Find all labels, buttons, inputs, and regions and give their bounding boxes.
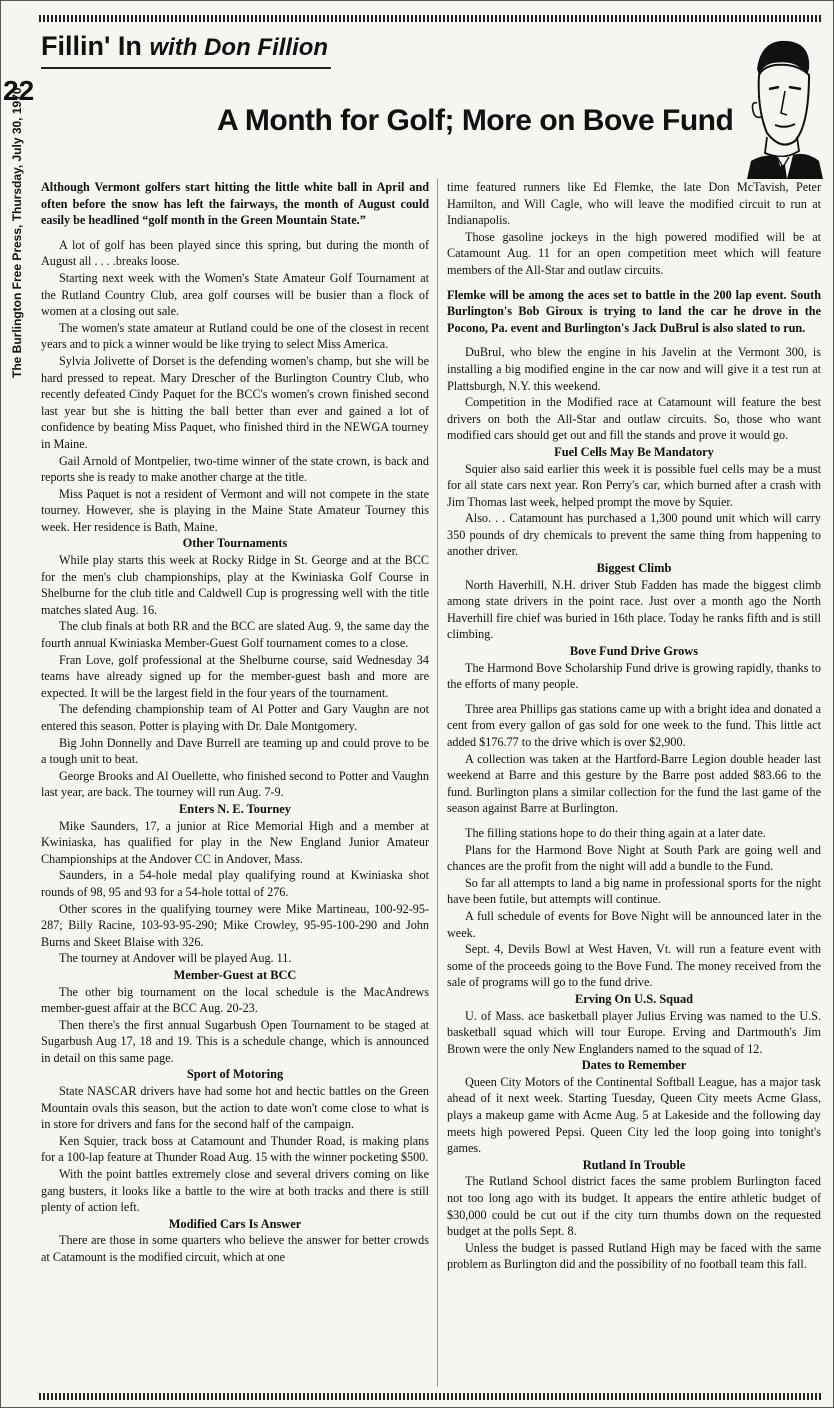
paragraph: State NASCAR drivers have had some hot and hectic battles on the Green Mountain ovals this season, but the action to date won't come close to what is in store for drivers and fans for the second half of the campaign. [41,1084,429,1132]
page-number: 22 [3,75,35,106]
columnist-portrait [727,29,823,179]
section-heading: Member-Guest at BCC [173,967,297,982]
paragraph: Also. . . Catamount has purchased a 1,300 pound unit which will carry 350 pounds of dry chemicals to prevent the same thing from happening to another driver. [447,511,821,559]
paragraph: U. of Mass. ace basketball player Julius Erving was named to the U.S. basketball squad which will tour Europe. Erving and Dartmouth's Jim Brown were the only New Englanders named to the squad of 12. [447,1008,821,1056]
section-heading: Bove Fund Drive Grows [569,644,699,659]
paragraph: Those gasoline jockeys in the high powered modified will be at Catamount Aug. 11 for an open competition meet which will feature members of the All-Star and outlaw circuits. [447,229,821,277]
column-name: Fillin' In [41,31,142,61]
section-heading: Sport of Motoring [186,1067,284,1082]
paragraph: Mike Saunders, 17, a junior at Rice Memorial High and a member at Kwiniaska, has qualified for play in the New England Junior Amateur Championships at the Andover CC in Andover, Mass. [41,818,429,866]
paragraph: Squier also said earlier this week it is possible fuel cells may be a must for all state cars next year. Ron Perry's car, which burned after a crash with Jim Thomas last week, helped prompt the move by Squier. [447,461,821,509]
paragraph: The club finals at both RR and the BCC are slated Aug. 9, the same day the fourth annual Kwiniaska Member-Guest Golf tournament comes to a close. [41,619,429,651]
section-heading: Dates to Remember [581,1058,687,1073]
column-byline: with Don Fillion [149,34,329,61]
paragraph: A full schedule of events for Bove Night will be announced later in the week. [447,908,821,940]
section-heading: Rutland In Trouble [582,1157,686,1172]
paragraph: Unless the budget is passed Rutland High may be faced with the same problem as Burlington did and the possibility of no football team this fall. [447,1240,821,1272]
paragraph: Miss Paquet is not a resident of Vermont and will not compete in the state tourney. However, she is playing in the Maine State Amateur Tourney this week. Her residence is Bath, Maine. [41,486,429,534]
paragraph: Sylvia Jolivette of Dorset is the defending women's champ, but she will be hard pressed to repeat. Mary Drescher of the Burlington Country Club, who recently defeated Cindy Paquet for the BCC's women's crown finished second last year but she is hitting the ball better than ever and gained a lot of confidence by beating Miss Paquet, who finished third in the NEWGA tourney in Maine. [41,353,429,451]
column-title [41,31,328,62]
paragraph: George Brooks and Al Ouellette, who finished second to Potter and Vaughn last year, are back. The tourney will run Aug. 7-9. [41,768,429,800]
section-heading: Other Tournaments [182,536,288,551]
lead-paragraph: Although Vermont golfers start hitting the little white ball in April and often before the snow has left the fairways, the month of August could easily be headlined “golf month in the Green Mountain State.” [41,180,429,228]
paragraph: Gail Arnold of Montpelier, two-time winner of the state crown, is back and reports she is ready to make another charge at the title. [41,453,429,485]
paragraph: A lot of golf has been played since this spring, but during the month of August all . . . .breaks loose. [41,237,429,269]
paragraph: Saunders, in a 54-hole medal play qualifying round at Kwiniaska shot rounds of 98, 95 and 93 for a 54-hole tottal of 276. [41,868,429,899]
paragraph: The tourney at Andover will be played Aug. 11. [59,951,292,966]
top-rule [39,15,823,22]
article-column-right [447,179,821,1273]
paragraph: With the point battles extremely close and several drivers coming on like gang busters, it looks like a battle to the wire at both tracks and there is still plenty of action left. [41,1167,429,1215]
article-column-left [41,179,429,1266]
paragraph: Starting next week with the Women's State Amateur Golf Tournament at the Rutland Country Club, area golf courses will be busier than a flock of women at a closing out sale. [41,270,429,319]
paragraph: A collection was taken at the Hartford-Barre Legion double header last weekend at Barre and this gesture by the Barre post added $83.66 to the fund. Burlington plans a similar collection for the fund the last game of the season against Barre at Burlington. [447,751,821,816]
paragraph: The Harmond Bove Scholarship Fund drive is growing rapidly, thanks to the efforts of many people. [447,660,821,692]
paragraph: While play starts this week at Rocky Ridge in St. George and at the BCC for the men's club championships, play at the Kwiniaska Golf Course in Shelburne for the club title and Caldwell Cup is progressing well with the title matches slated Aug. 16. [41,553,429,617]
paragraph: So far all attempts to land a big name in professional sports for the night have been futile, but attempts will continue. [447,875,821,907]
paragraph: DuBrul, who blew the engine in his Javelin at the Vermont 300, is installing a big modified engine in the car now and will give it a test run at Plattsburgh, N.Y. this weekend. [447,345,821,393]
paragraph: There are those in some quarters who believe the answer for better crowds at Catamount is the modified circuit, which at one [41,1233,429,1264]
paragraph: The filling stations hope to do their thing again at a later date. [465,825,766,840]
publication-sideline: The Burlington Free Press, Thursday, July 30, 1970 [10,87,24,378]
paragraph: time featured runners like Ed Flemke, the late Don McTavish, Peter Hamilton, and Will Cagle, who will leave the modified circuit to run at Indianapolis. [447,180,821,228]
paragraph: Three area Phillips gas stations came up with a bright idea and donated a cent from every gallon of gas sold for one week to the fund. This little act added $176.77 to the drive which is over $2,900. [447,701,821,749]
paragraph: Ken Squier, track boss at Catamount and Thunder Road, is making plans for a 100-lap feature at Thunder Road Aug. 15 with the winner pocketing $500. [41,1133,429,1165]
section-heading: Modified Cars Is Answer [168,1216,302,1231]
paragraph: Big John Donnelly and Dave Burrell are teaming up and could prove to be a tough unit to beat. [41,735,429,767]
paragraph: The Rutland School district faces the same problem Burlington faced not too long ago with its budget. It appears the entire athletic budget of $30,000 could be cut out if the city turn thumbs down on the requested budget at the polls Sept. 8. [447,1174,821,1239]
section-heading: Erving On U.S. Squad [574,991,694,1006]
paragraph: Other scores in the qualifying tourney were Mike Martineau, 100-92-95-287; Billy Racine, 103-93-95-290; Mike Crowley, 95-95-100-290 and John Burns and Skeet Blaise with 326. [41,901,429,949]
paragraph: The defending championship team of Al Potter and Gary Vaughn are not entered this season. Potter is playing with Dr. Dale Montgomery. [41,702,429,733]
paragraph: Sept. 4, Devils Bowl at West Haven, Vt. will run a feature event with some of the proceeds going to the Bove Fund. The money received from the sale of programs will go to the fund drive. [447,942,821,990]
lead-paragraph: Flemke will be among the aces set to battle in the 200 lap event. South Burlington's Bob Giroux is trying to land the car he drove in the Pocono, Pa. event and Burlington's Jack DuBrul is also slated to run. [447,287,821,335]
headline: A Month for Golf; More on Bove Fund [217,104,734,137]
paragraph: The women's state amateur at Rutland could be one of the closest in recent years and to pick a winner would be like trying to select Miss America. [41,320,429,352]
section-heading: Enters N. E. Tourney [179,801,291,816]
bottom-rule [39,1393,823,1400]
paragraph: Fran Love, golf professional at the Shelburne course, said Wednesday 34 teams have already signed up for the member-guest bash and more are expected. It will be the largest field in the four years of the tournament. [41,652,429,700]
column-divider [437,179,438,1387]
paragraph: Queen City Motors of the Continental Softball League, has a major task ahead of it next week. Starting Tuesday, Queen City meets Acme Glass, plays a makeup game with Acme Aug. 5 at Lakeside and the following day meets high powered Pepsi. Queen City led the loop going into tonight's games. [447,1074,821,1156]
paragraph: The other big tournament on the local schedule is the MacAndrews member-guest affair at the BCC Aug. 20-23. [41,984,429,1016]
paragraph: Competition in the Modified race at Catamount will feature the best drivers on both the All-Star and outlaw circuits. So, those who want modified cars should get out and fill the stands and prove it would go. [447,395,821,443]
paragraph: North Haverhill, N.H. driver Stub Fadden has made the biggest climb among state drivers in the point race. Just over a month ago the North Haverhill fire chief was buried in 16th place. Today he ranks fifth and is still climbing. [447,577,821,642]
section-heading: Biggest Climb [596,561,672,576]
section-heading: Fuel Cells May Be Mandatory [554,444,714,459]
paragraph: Then there's the first annual Sugarbush Open Tournament to be staged at Sugarbush Aug 17, 18 and 19. This is a schedule change, which is announced in detail on this same page. [41,1017,429,1065]
paragraph: Plans for the Harmond Bove Night at South Park are going well and chances are the profit from the night will add a bundle to the Fund. [447,842,821,874]
column-title-rule [41,67,331,69]
